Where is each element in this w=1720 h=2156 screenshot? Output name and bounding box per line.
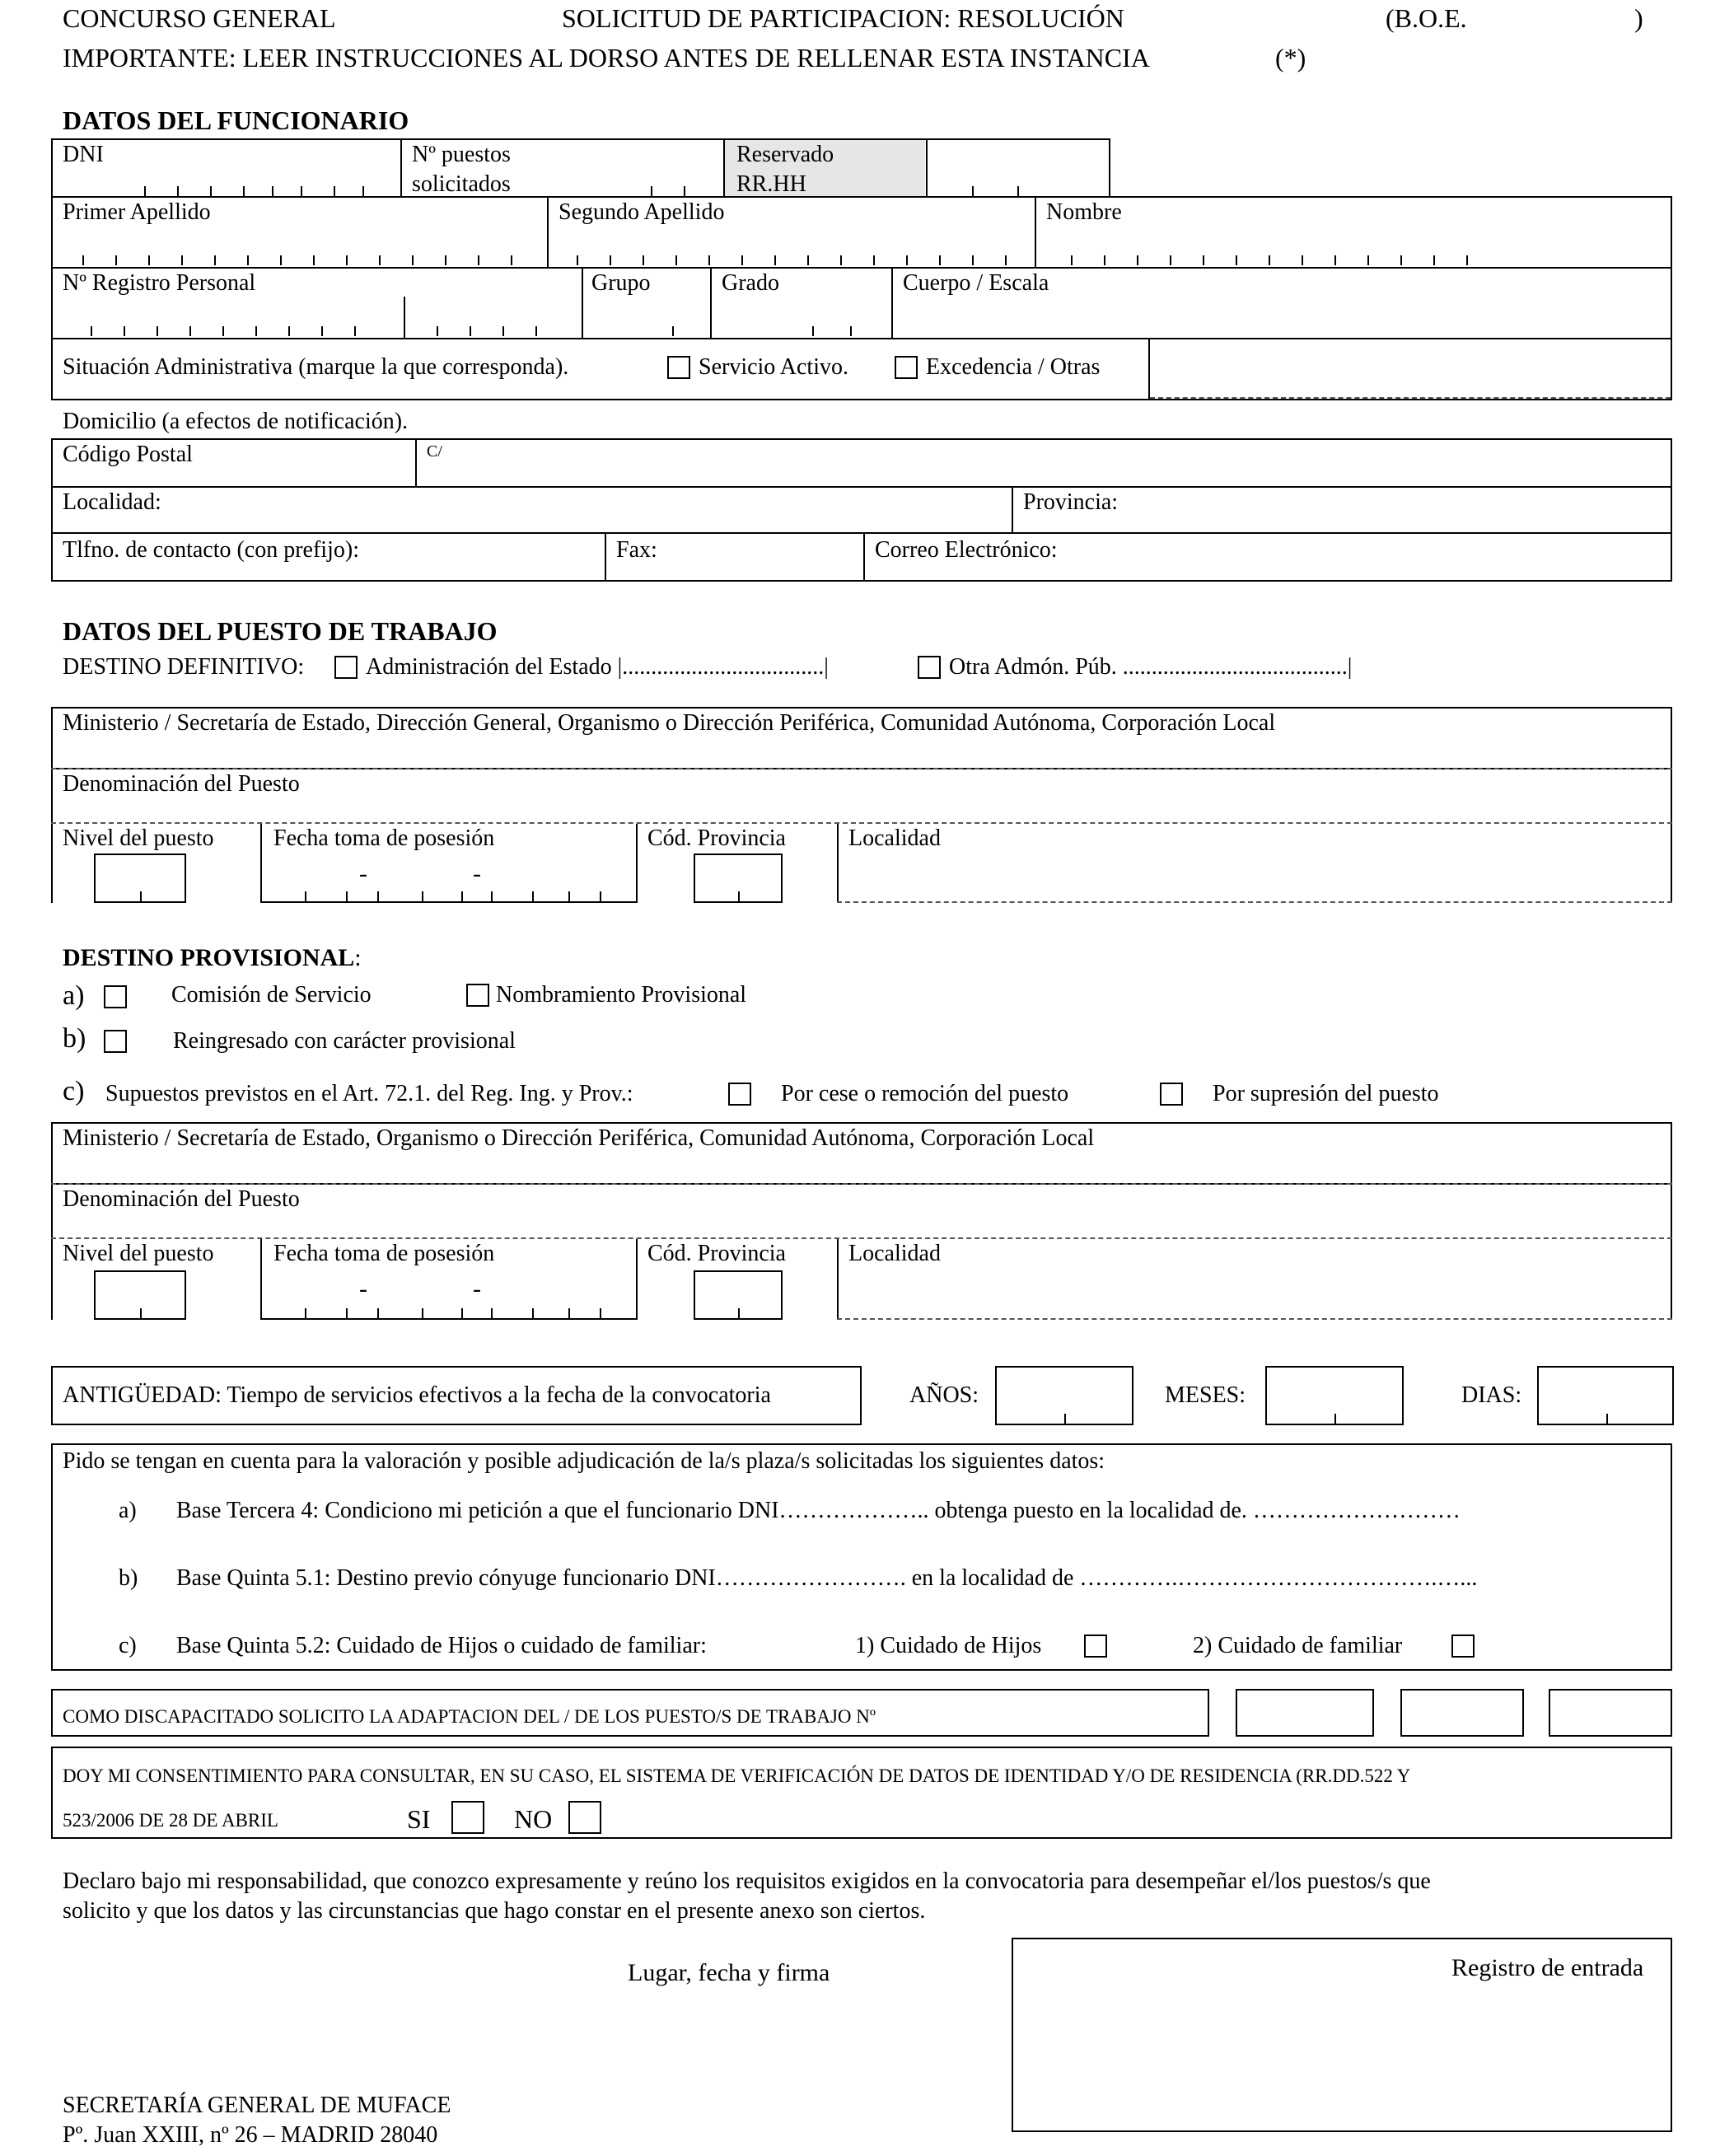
primer-apellido-input[interactable] [53,231,545,267]
supuestos-label: Supuestos previstos en el Art. 72.1. del Reg. Ing. y Prov.: [105,1081,633,1106]
dias-label: DIAS: [1461,1382,1522,1408]
excedencia-label: Excedencia / Otras [926,354,1101,380]
puestos-label-1: Nº puestos [412,142,511,167]
denominacion-provisional-label: Denominación del Puesto [63,1186,300,1212]
boe-close: ) [1634,3,1643,33]
denominacion-definitivo-input[interactable] [53,796,1671,821]
calle-input[interactable] [461,440,1671,486]
declaracion-line-2: solicito y que los datos y las circunstancias que hago constar en el presente anexo son ciertos. [63,1898,926,1924]
localidad-input[interactable] [181,488,1010,532]
cuidado-familiar-checkbox[interactable] [1451,1635,1475,1658]
excedencia-checkbox[interactable] [895,356,918,379]
footer-organismo: SECRETARÍA GENERAL DE MUFACE [63,2093,451,2118]
cuerpo-input[interactable] [893,297,1671,336]
no-label: NO [514,1804,553,1834]
option-c-letter: c) [63,1076,85,1106]
fecha-prov-separator-1: - [359,1275,367,1302]
consentimiento-box [51,1747,1672,1839]
localidad-definitivo-input[interactable] [839,857,1671,900]
comision-checkbox[interactable] [104,985,127,1008]
option-b-letter: b) [63,1023,86,1054]
form-title: SOLICITUD DE PARTICIPACION: RESOLUCIÓN [562,3,1124,33]
grupo-label: Grupo [591,270,651,296]
reingresado-label: Reingresado con carácter provisional [173,1028,516,1054]
ministerio-definitivo-label: Ministerio / Secretaría de Estado, Dirección General, Organismo o Dirección Periférica, Comunidad Autónoma, Corporación Local [63,710,1276,736]
segundo-apellido-input[interactable] [549,231,1033,267]
codigo-postal-label: Código Postal [63,442,193,467]
puesto-numero-input-3[interactable] [1549,1689,1672,1737]
fax-input[interactable] [667,534,862,580]
destino-provisional-title: DESTINO PROVISIONAL: [63,944,362,971]
provincia-label: Provincia: [1023,489,1119,515]
pido-a-letter: a) [119,1498,137,1523]
option-a-letter: a) [63,980,85,1011]
grupo-input[interactable] [583,297,708,338]
admin-estado-checkbox[interactable] [334,656,358,679]
destino-definitivo-label: DESTINO DEFINITIVO: [63,654,305,680]
boe-open: (B.O.E. [1386,3,1467,33]
registro-entrada-label: Registro de entrada [1451,1954,1644,1981]
nombramiento-label: Nombramiento Provisional [496,982,747,1008]
grado-label: Grado [722,270,779,296]
localidad-definitivo-label: Localidad [848,825,941,851]
nombramiento-checkbox[interactable] [466,984,489,1007]
cod-provincia-definitivo-label: Cód. Provincia [647,825,786,851]
discapacitado-label: COMO DISCAPACITADO SOLICITO LA ADAPTACION DEL / DE LOS PUESTO/S DE TRABAJO Nº [63,1706,876,1727]
declaracion-line-1: Declaro bajo mi responsabilidad, que conozco expresamente y reúno los requisitos exigidos en la convocatoria para desempeñar el/los puestos/s que [63,1868,1431,1894]
servicio-activo-label: Servicio Activo. [699,354,848,380]
situacion-label: Situación Administrativa (marque la que corresponda). [63,354,569,380]
cuidado-familiar-label: 2) Cuidado de familiar [1193,1633,1403,1658]
dni-label: DNI [63,142,104,167]
otra-admon-label: Otra Admón. Púb. .......................................| [949,654,1353,680]
puesto-numero-input-2[interactable] [1400,1689,1524,1737]
cuidado-hijos-checkbox[interactable] [1084,1635,1107,1658]
denominacion-definitivo-label: Denominación del Puesto [63,771,300,797]
anos-label: AÑOS: [909,1382,979,1408]
puestos-label-2: solicitados [412,171,511,197]
lugar-fecha-firma-label: Lugar, fecha y firma [628,1959,830,1986]
important-notice: IMPORTANTE: LEER INSTRUCCIONES AL DORSO ANTES DE RELLENAR ESTA INSTANCIA [63,43,1150,72]
pido-c-letter: c) [119,1633,137,1658]
cuerpo-label: Cuerpo / Escala [903,270,1049,296]
section-title-puesto: DATOS DEL PUESTO DE TRABAJO [63,616,498,646]
fecha-separator-2: - [473,860,481,887]
pido-c-text: Base Quinta 5.2: Cuidado de Hijos o cuidado de familiar: [176,1633,707,1658]
correo-input[interactable] [1079,534,1671,580]
ministerio-provisional-label: Ministerio / Secretaría de Estado, Organismo o Dirección Periférica, Comunidad Autónoma, Corporación Local [63,1125,1095,1151]
localidad-label: Localidad: [63,489,161,515]
segundo-apellido-label: Segundo Apellido [559,199,725,225]
fecha-provisional-input[interactable] [262,1272,634,1317]
calle-label: C/ [427,442,442,461]
telefono-input[interactable] [395,534,603,580]
fecha-separator-1: - [359,860,367,887]
puesto-numero-input-1[interactable] [1236,1689,1374,1737]
fecha-definitivo-input[interactable] [262,857,634,900]
domicilio-label: Domicilio (a efectos de notificación). [63,409,409,434]
pido-a-text: Base Tercera 4: Condiciono mi petición a que el funcionario DNI……………….. obtenga puesto en la localidad de. ……………………… [176,1498,1461,1523]
denominacion-provisional-input[interactable] [53,1211,1671,1236]
comision-label: Comisión de Servicio [171,982,372,1008]
nivel-definitivo-label: Nivel del puesto [63,825,214,851]
pido-b-text: Base Quinta 5.1: Destino previo cónyuge funcionario DNI……………………. en la localidad de ………….…………………………….…... [176,1565,1478,1591]
nivel-provisional-label: Nivel del puesto [63,1241,214,1266]
localidad-provisional-input[interactable] [839,1272,1671,1317]
ministerio-provisional-input[interactable] [53,1153,1671,1181]
telefono-label: Tlfno. de contacto (con prefijo): [63,537,359,563]
excedencia-input[interactable] [1150,341,1671,395]
cod-provincia-provisional-label: Cód. Provincia [647,1241,786,1266]
admin-estado-label: Administración del Estado |...................................| [366,654,829,680]
section-title-funcionario: DATOS DEL FUNCIONARIO [63,105,409,135]
form-type: CONCURSO GENERAL [63,3,336,33]
consentimiento-text-1: DOY MI CONSENTIMIENTO PARA CONSULTAR, EN SU CASO, EL SISTEMA DE VERIFICACIÓN DE DATOS DE IDENTIDAD Y/O DE RESIDENCIA (RR.DD.522 Y [63,1765,1411,1786]
cese-checkbox[interactable] [728,1083,751,1106]
otra-admon-checkbox[interactable] [918,656,941,679]
registro-input[interactable] [53,297,580,338]
dni-input[interactable] [53,165,399,196]
puestos-input[interactable] [643,165,722,196]
no-checkbox[interactable] [568,1801,601,1834]
supresion-checkbox[interactable] [1160,1083,1183,1106]
antiguedad-label: ANTIGÜEDAD: Tiempo de servicios efectivos a la fecha de la convocatoria [63,1382,771,1408]
reingresado-checkbox[interactable] [104,1030,127,1053]
reservado-label-2: RR.HH [736,171,806,197]
consentimiento-text-2: 523/2006 DE 28 DE ABRIL [63,1810,278,1831]
ministerio-definitivo-input[interactable] [53,738,1671,768]
codigo-postal-input[interactable] [247,440,414,486]
firma-area[interactable] [461,1994,989,2093]
registro-label: Nº Registro Personal [63,270,256,296]
supresion-label: Por supresión del puesto [1213,1081,1439,1106]
fax-label: Fax: [616,537,657,563]
correo-label: Correo Electrónico: [875,537,1058,563]
asterisk-note: (*) [1275,43,1306,72]
fecha-provisional-label: Fecha toma de posesión [273,1241,495,1266]
si-label: SI [407,1804,431,1834]
cese-label: Por cese o remoción del puesto [781,1081,1069,1106]
nombre-input[interactable] [1036,231,1671,267]
nombre-label: Nombre [1046,199,1122,225]
cuidado-hijos-label: 1) Cuidado de Hijos [855,1633,1042,1658]
reservado-label-1: Reservado [736,142,834,167]
meses-label: MESES: [1165,1382,1246,1408]
pido-intro: Pido se tengan en cuenta para la valoración y posible adjudicación de la/s plaza/s solicitadas los siguientes datos: [63,1448,1105,1474]
primer-apellido-label: Primer Apellido [63,199,211,225]
servicio-activo-checkbox[interactable] [667,356,690,379]
dias-input[interactable] [1537,1366,1674,1425]
grado-input[interactable] [712,297,890,338]
localidad-provisional-label: Localidad [848,1241,941,1266]
fecha-definitivo-label: Fecha toma de posesión [273,825,495,851]
fecha-prov-separator-2: - [473,1275,481,1302]
pido-b-letter: b) [119,1565,138,1591]
si-checkbox[interactable] [451,1801,484,1834]
provincia-input[interactable] [1137,488,1671,532]
footer-direccion: Pº. Juan XXIII, nº 26 – MADRID 28040 [63,2122,438,2148]
